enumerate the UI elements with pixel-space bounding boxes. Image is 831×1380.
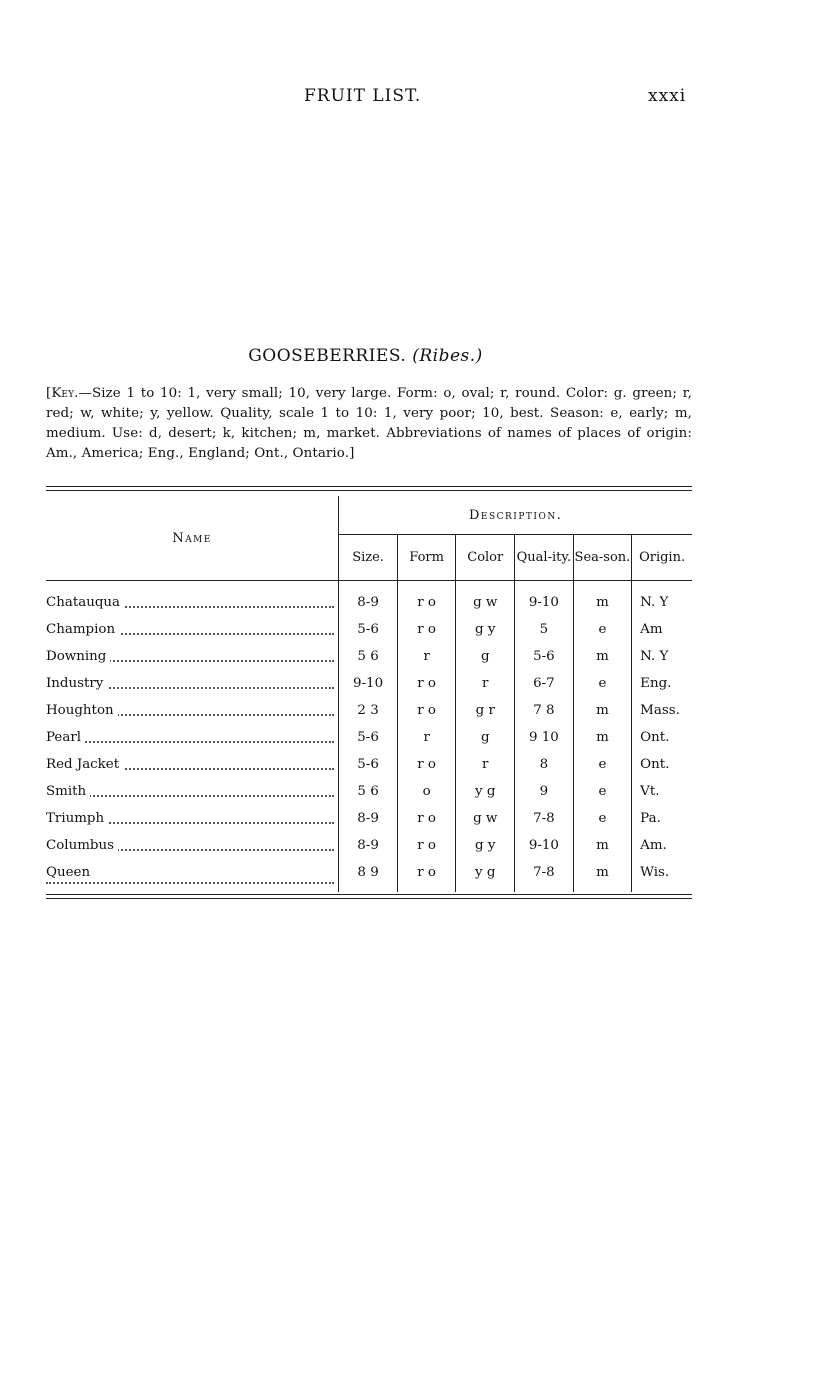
color-cell: r (456, 670, 515, 697)
size-cell: 8-9 (339, 581, 398, 617)
fruit-name-cell (46, 778, 339, 805)
fruit-name-cell (46, 616, 339, 643)
form-cell: r o (397, 697, 456, 724)
season-cell: m (573, 859, 632, 892)
key-paragraph (46, 384, 692, 464)
latin-name: (Ribes.) (412, 346, 483, 366)
season-cell: e (573, 670, 632, 697)
fruit-name: Industry (46, 676, 107, 691)
origin-cell: Am (640, 622, 663, 637)
fruit-name: Smith (46, 784, 90, 799)
top-rule (46, 486, 692, 487)
season-cell: m (573, 724, 632, 751)
origin-cell: Vt. (640, 784, 660, 799)
name-column-header: Name (46, 496, 339, 581)
fruit-name-cell (46, 581, 339, 617)
table-row (46, 859, 692, 892)
section-title-text: GOOSEBERRIES. (248, 346, 407, 366)
quality-cell: 8 (515, 751, 574, 778)
color-cell: y g (456, 859, 515, 892)
size-cell: 5 6 (339, 643, 398, 670)
form-cell: r o (397, 581, 456, 617)
table-row (46, 805, 692, 832)
quality-cell: 9-10 (515, 581, 574, 617)
season-cell: e (573, 616, 632, 643)
form-cell: r o (397, 751, 456, 778)
origin-cell: Ont. (640, 730, 670, 745)
color-cell: g (456, 643, 515, 670)
origin-cell: Am. (640, 838, 667, 853)
form-cell: r o (397, 832, 456, 859)
color-cell: g r (456, 697, 515, 724)
leader-dots (46, 882, 334, 884)
form-column-header: Form (397, 535, 456, 581)
table-row (46, 581, 692, 617)
origin-cell: Wis. (640, 865, 670, 880)
color-cell: g y (456, 616, 515, 643)
size-cell: 5 6 (339, 778, 398, 805)
color-cell: g y (456, 832, 515, 859)
origin-cell: Ont. (640, 757, 670, 772)
table-body (46, 581, 692, 893)
fruit-name-cell (46, 724, 339, 751)
top-rule-2 (46, 490, 692, 491)
origin-cell: N. Y (640, 649, 669, 664)
origin-cell: Mass. (640, 703, 680, 718)
color-column-header: Color (456, 535, 515, 581)
running-title: FRUIT LIST. (304, 86, 422, 106)
form-cell: r (397, 643, 456, 670)
season-cell: e (573, 751, 632, 778)
size-cell: 5-6 (339, 616, 398, 643)
color-cell: r (456, 751, 515, 778)
bottom-rule (46, 894, 692, 895)
fruit-name: Houghton (46, 703, 118, 718)
quality-cell: 6-7 (515, 670, 574, 697)
table-row (46, 643, 692, 670)
description-header: Description. (339, 496, 692, 535)
size-cell: 8-9 (339, 805, 398, 832)
page-number: xxxi (648, 86, 687, 106)
bottom-rule-2 (46, 898, 692, 899)
fruit-name-cell (46, 751, 339, 778)
fruit-name: Chatauqua (46, 595, 124, 610)
color-cell: g w (456, 805, 515, 832)
quality-cell: 7-8 (515, 805, 574, 832)
section-title (0, 346, 731, 366)
form-cell: r o (397, 859, 456, 892)
quality-cell: 9 (515, 778, 574, 805)
running-head (0, 86, 831, 110)
quality-cell: 9 10 (515, 724, 574, 751)
table-row (46, 832, 692, 859)
quality-cell: 7 8 (515, 697, 574, 724)
season-cell: e (573, 805, 632, 832)
fruit-name-cell (46, 697, 339, 724)
fruit-name: Pearl (46, 730, 85, 745)
season-cell: m (573, 832, 632, 859)
season-cell: m (573, 643, 632, 670)
fruit-name: Queen (46, 865, 94, 880)
season-cell: m (573, 581, 632, 617)
fruit-name-cell (46, 832, 339, 859)
table-row (46, 670, 692, 697)
fruit-name-cell (46, 859, 339, 892)
table-row (46, 724, 692, 751)
season-cell: e (573, 778, 632, 805)
quality-cell: 7-8 (515, 859, 574, 892)
size-cell: 9-10 (339, 670, 398, 697)
origin-column-header: Origin. (632, 535, 692, 581)
table-row (46, 751, 692, 778)
fruit-name: Columbus (46, 838, 118, 853)
size-cell: 8 9 (339, 859, 398, 892)
quality-cell: 5-6 (515, 643, 574, 670)
fruit-name-cell (46, 643, 339, 670)
table-row (46, 778, 692, 805)
size-cell: 8-9 (339, 832, 398, 859)
gooseberry-table (46, 496, 692, 892)
fruit-name-cell (46, 670, 339, 697)
form-cell: r (397, 724, 456, 751)
size-cell: 5-6 (339, 724, 398, 751)
color-cell: g (456, 724, 515, 751)
fruit-name: Champion (46, 622, 119, 637)
origin-cell: Pa. (640, 811, 661, 826)
table-row (46, 616, 692, 643)
form-cell: r o (397, 616, 456, 643)
quality-column-header: Qual-ity. (515, 535, 574, 581)
key-label: [Key. (46, 386, 79, 401)
size-column-header: Size. (339, 535, 398, 581)
size-cell: 2 3 (339, 697, 398, 724)
color-cell: y g (456, 778, 515, 805)
fruit-name-cell (46, 805, 339, 832)
season-cell: m (573, 697, 632, 724)
leader-dots (46, 741, 334, 743)
key-body: —Size 1 to 10: 1, very small; 10, very large. Form: o, oval; r, round. Color: g. green; r, red; w, white; y, yellow. Quality, scale 1 to 10: 1, very poor; 10, best. Season: e, early; m, medium. Use: d, desert; k, kitchen; m, market. Abbreviations of names of places of origin: Am., America; Eng., England; Ont., Ontario.] (46, 386, 692, 461)
quality-cell: 9-10 (515, 832, 574, 859)
fruit-name: Red Jacket (46, 757, 123, 772)
origin-cell: N. Y (640, 595, 669, 610)
table-row (46, 697, 692, 724)
fruit-name: Triumph (46, 811, 108, 826)
season-column-header: Sea-son. (573, 535, 632, 581)
form-cell: o (397, 778, 456, 805)
form-cell: r o (397, 670, 456, 697)
quality-cell: 5 (515, 616, 574, 643)
origin-cell: Eng. (640, 676, 672, 691)
color-cell: g w (456, 581, 515, 617)
size-cell: 5-6 (339, 751, 398, 778)
fruit-name: Downing (46, 649, 110, 664)
form-cell: r o (397, 805, 456, 832)
